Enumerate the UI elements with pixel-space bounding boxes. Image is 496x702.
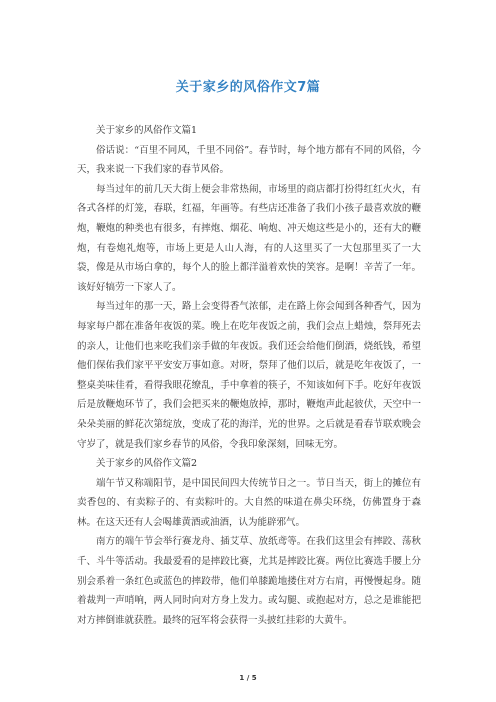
document-title: 关于家乡的风俗作文7篇 xyxy=(175,80,321,95)
paragraph: 端午节又称端阳节，是中国民间四大传统节日之一。节日当天，街上的摊位有卖香包的、有卖粽子的、有卖粽叶的。大自然的味道在鼻尖环绕，仿佛置身于森林。在这天还有人会喝雄黄酒或油酒，认为能辟邪气。 xyxy=(77,477,421,528)
page-indicator: 1 / 5 xyxy=(239,674,257,682)
paragraph: 南方的端午节会举行赛龙舟、插艾草、放纸鸢等。在我们这里会有摔跤、荡秋千、斗牛等活动。我最爱看的是摔跤比赛，尤其是摔跤比赛。两位比赛选手腰上分别会系着一条红色或蓝色的摔跤带，他们单膝跪地搂住对方右肩，再慢慢起身。随着裁判一声哨响，两人同时向对方身上发力。或勾腿、或抱起对方，总之是谁能把对方摔倒谁就获胜。最终的冠军将会获得一头披红挂彩的大黄牛。 xyxy=(77,536,421,626)
paragraph: 每当过年的那一天，路上会变得香气浓郁，走在路上你会闻到各种香气，因为每家每户都在准备年夜饭的菜。晚上在吃年夜饭之前，我们会点上蜡烛，祭拜死去的亲人，让他们也来吃我们亲手做的年夜饭。我们还会给他们倒酒，烧纸钱，希望他们保佑我们家平平安安万事如意。对呀，祭拜了他们以后，就是吃年夜饭了，一整桌美味佳肴，看得我眼花缭乱，手中拿着的筷子，不知该如何下手。吃好年夜饭后是放鞭炮环节了，我们会把买来的鞭炮放掉，那时，鞭炮声此起彼伏，天空中一朵朵美丽的鲜花次第绽放，变成了花的海洋，光的世界。之后就是看春节联欢晚会守岁了，就是我们家乡春节的风俗，令我印象深刻，回味无穷。 xyxy=(77,301,421,450)
paragraph: 每当过年的前几天大街上便会非常热闹，市场里的商店都打扮得红红火火，有各式各样的灯笼，春联，红福，年画等。有些店还准备了我们小孩子最喜欢放的鞭炮，鞭炮的种类也有很多，有摔炮、烟花、响炮、冲天炮这些是小的，还有大的鞭炮，有卷炮礼炮等，市场上更是人山人海，有的人这里买了一大包那里买了一大袋，像是从市场白拿的，每个人的脸上都洋溢着欢快的笑容。是啊！辛苦了一年。该好好犒劳一下家人了。 xyxy=(77,183,421,293)
document-body xyxy=(77,121,421,630)
section-heading: 关于家乡的风俗作文篇1 xyxy=(96,125,198,136)
paragraph: 俗话说：“百里不同风，千里不同俗”。春节时，每个地方都有不同的风俗，今天，我来说一下我们家的春节风俗。 xyxy=(77,144,421,176)
section-heading: 关于家乡的风俗作文篇2 xyxy=(96,458,198,470)
